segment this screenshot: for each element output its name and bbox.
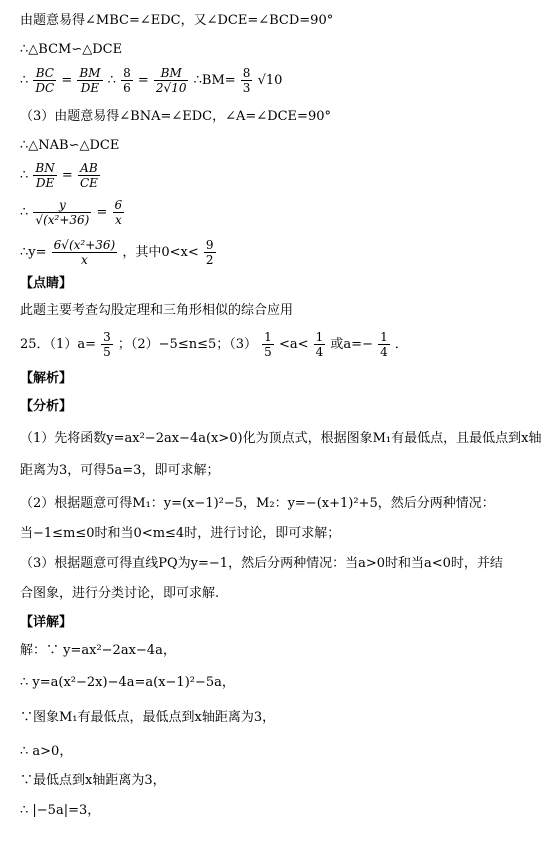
- fraction-ab-ce: $\frac{AB}{CE}$: [79, 161, 98, 190]
- fraction-bc-dc: $\frac{BC}{DC}$: [35, 66, 55, 95]
- line-15: 距离为3，可得5a=3，即可求解；: [20, 463, 220, 478]
- fraction-3-5: $\frac{3}{5}$: [103, 330, 111, 359]
- root-10: √10: [257, 73, 283, 88]
- line-16: （2）根据题意可得M₁：y=(x−1)²−5，M₂：y=−(x+1)²+5，然后分两种情况：: [20, 496, 495, 511]
- heading-xiangjie: 【详解】: [20, 615, 73, 630]
- line-7: ∴ $\frac{y}{\text{√(x²+36)}}$ = $\frac{6}{x}$: [20, 198, 123, 227]
- line-6: ∴ $\frac{BN}{DE}$ = $\frac{AB}{CE}$: [20, 161, 98, 190]
- line-22: ∴ y=a(x²−2x)−4a=a(x−1)²−5a，: [20, 675, 235, 690]
- line-14: （1）先将函数y=ax²−2ax−4a(x>0)化为顶点式，根据图象M₁有最低点，且最低点到x轴: [20, 431, 542, 446]
- line-23: ∵图象M₁有最低点，最低点到x轴距离为3，: [20, 710, 276, 725]
- line-19: 合图象，进行分类讨论，即可求解.: [20, 586, 220, 601]
- fraction-bm-de: $\frac{BM}{DE}$: [79, 66, 101, 95]
- fraction-1-5: $\frac{1}{5}$: [264, 330, 272, 359]
- fraction-bn-de: $\frac{BN}{DE}$: [35, 161, 55, 190]
- fraction-bm-2root10: $\frac{BM}{2√10}$: [155, 66, 187, 95]
- line-26: ∴ |−5a|=3，: [20, 803, 101, 818]
- fraction-6-x: $\frac{6}{x}$: [114, 198, 123, 227]
- fraction-9-2: $\frac{9}{2}$: [205, 238, 214, 267]
- line-10: 此题主要考查勾股定理和三角形相似的综合应用: [20, 303, 294, 318]
- fraction-8-3: $\frac{8}{3}$: [242, 66, 251, 95]
- fraction-y-root: $\frac{y}{\text{√(x²+36)}}$: [35, 198, 90, 227]
- heading-jiexi: 【解析】: [20, 371, 73, 386]
- line-25: ∵最低点到x轴距离为3，: [20, 773, 166, 788]
- therefore-symbol: ∴: [20, 73, 29, 88]
- line-17: 当−1≤m≤0时和当0<m≤4时，进行讨论，即可求解；: [20, 526, 341, 541]
- line-24: ∴ a>0，: [20, 744, 73, 759]
- fraction-1-4-a: $\frac{1}{4}$: [315, 330, 324, 359]
- line-3: ∴ $\frac{BC}{DC}$ = $\frac{BM}{DE}$ ∴ $\frac{8}{6}$ = $\frac{BM}{2√10}$ ∴BM= $\frac{8}{3}$ √10: [20, 66, 283, 95]
- heading-dianjing: 【点睛】: [20, 276, 73, 291]
- fraction-root-over-x: $\frac{\text{6√(x²+36)}}{x}$: [53, 238, 116, 267]
- line-5: ∴△NAB∽△DCE: [20, 138, 120, 153]
- line-11: 25．（1）a= $\frac{3}{5}$ ；（2）−5≤n≤5；（3） $\frac{1}{5}$ <a< $\frac{1}{4}$ 或a=− $\frac{1}{4}$ ．: [20, 330, 408, 359]
- line-2: ∴△BCM∽△DCE: [20, 42, 123, 57]
- line-18: （3）根据题意可得直线PQ为y=−1，然后分两种情况：当a>0时和当a<0时，并结: [20, 556, 503, 571]
- line-21: 解：∵ y=ax²−2ax−4a，: [20, 643, 176, 658]
- fraction-8-6: $\frac{8}{6}$: [123, 66, 131, 95]
- heading-fenxi: 【分析】: [20, 399, 73, 414]
- line-4: （3）由题意易得∠BNA=∠EDC，∠A=∠DCE=90°: [20, 109, 331, 124]
- line-8: ∴y= $\frac{\text{6√(x²+36)}}{x}$ ，其中0<x< $\frac{9}{2}$: [20, 238, 214, 267]
- line-1: 由题意易得∠MBC=∠EDC，又∠DCE=∠BCD=90°: [20, 13, 334, 28]
- fraction-1-4-b: $\frac{1}{4}$: [380, 330, 388, 359]
